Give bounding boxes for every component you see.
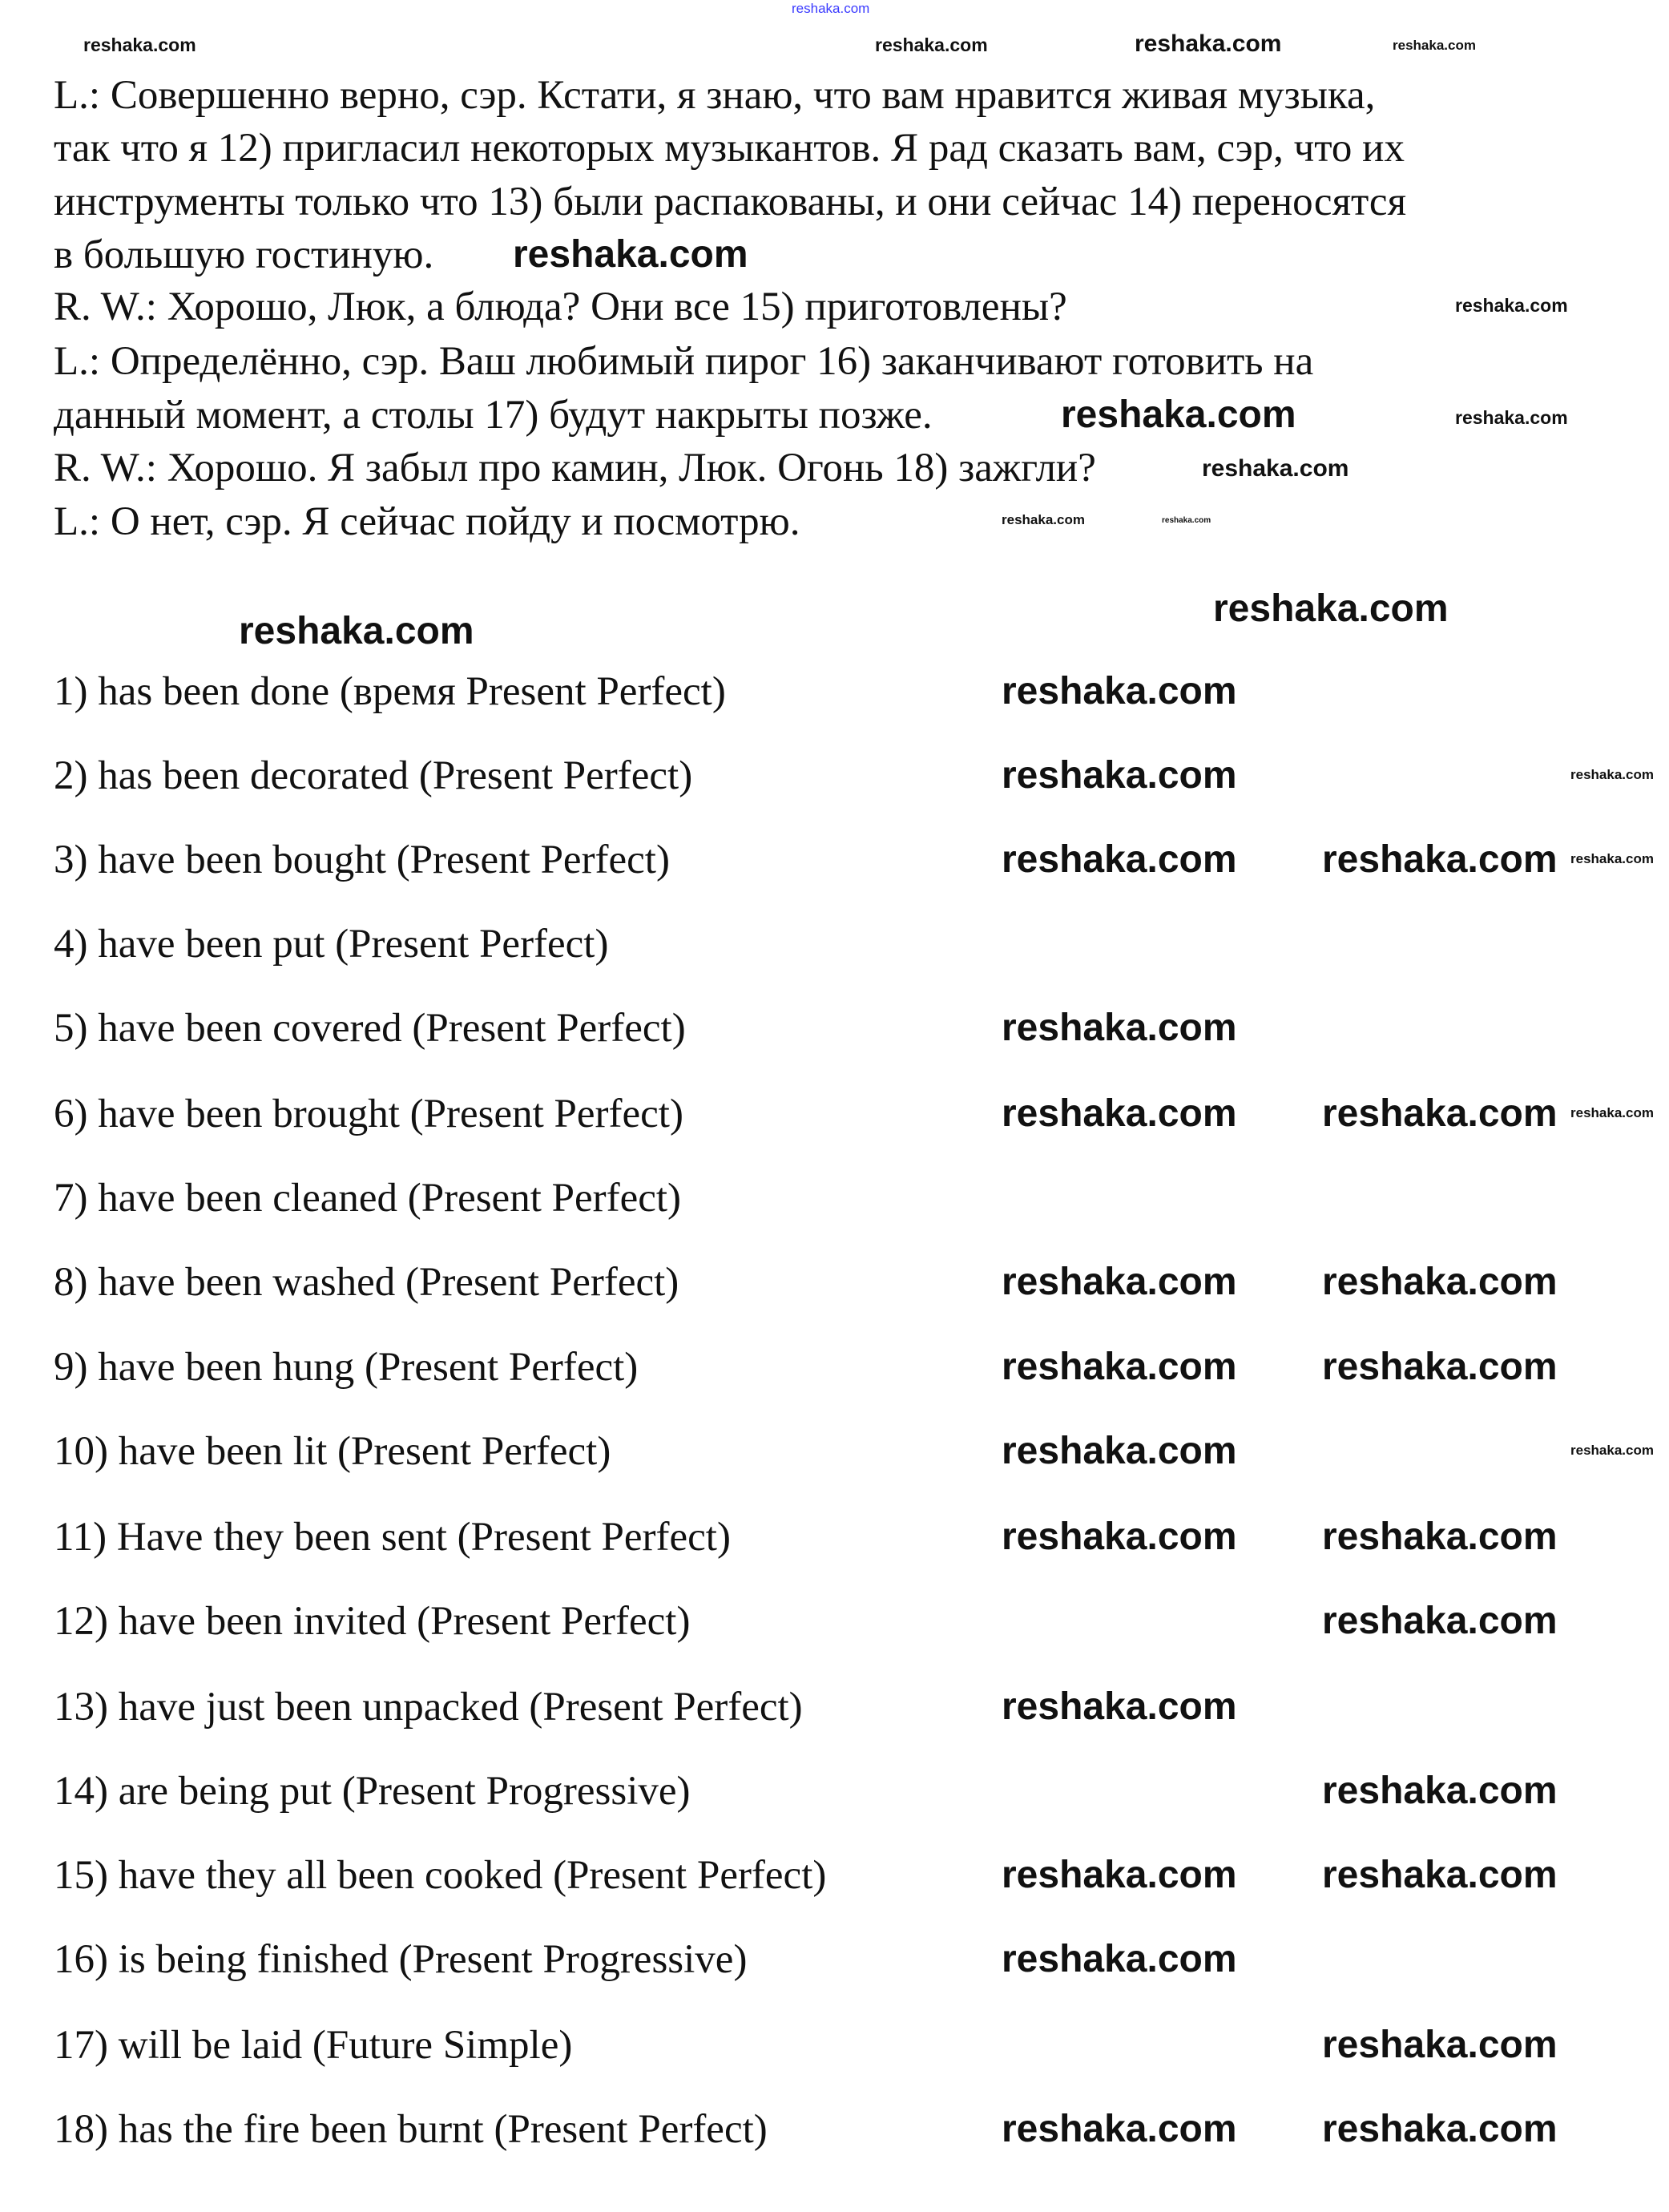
watermark: reshaka.com: [1322, 1346, 1558, 1388]
watermark: reshaka.com: [1322, 1854, 1558, 1896]
dialogue-line: так что я 12) пригласил некоторых музыкантов. Я рад сказать вам, сэр, что их: [54, 126, 1405, 171]
dialogue-line: инструменты только что 13) были распакованы, и они сейчас 14) переносятся: [54, 180, 1407, 224]
answer-item: 8) have been washed (Present Perfect): [54, 1260, 679, 1305]
watermark: reshaka.com: [513, 233, 748, 276]
watermark: reshaka.com: [1455, 407, 1568, 428]
watermark: reshaka.com: [1202, 455, 1349, 482]
answer-item: 16) is being finished (Present Progressive): [54, 1937, 748, 1982]
watermark: reshaka.com: [1322, 2108, 1558, 2150]
watermark: reshaka.com: [1002, 1685, 1237, 1728]
watermark: reshaka.com: [1570, 851, 1654, 866]
dialogue-line: L.: Совершенно верно, сэр. Кстати, я знаю, что вам нравится живая музыка,: [54, 73, 1376, 118]
watermark: reshaka.com: [1002, 1854, 1237, 1896]
watermark: reshaka.com: [1002, 1430, 1237, 1472]
watermark: reshaka.com: [1213, 587, 1449, 630]
answer-item: 1) has been done (время Present Perfect): [54, 669, 726, 714]
dialogue-line: R. W.: Хорошо. Я забыл про камин, Люк. Огонь 18) зажгли?: [54, 446, 1096, 490]
watermark: reshaka.com: [83, 34, 196, 55]
watermark: reshaka.com: [1002, 670, 1237, 712]
answer-item: 18) has the fire been burnt (Present Perfect): [54, 2107, 768, 2152]
watermark: reshaka.com: [1061, 394, 1296, 436]
watermark: reshaka.com: [1002, 1261, 1237, 1303]
answer-item: 14) are being put (Present Progressive): [54, 1769, 691, 1814]
watermark: reshaka.com: [1322, 1092, 1558, 1135]
dialogue-line: L.: О нет, сэр. Я сейчас пойду и посмотрю.: [54, 499, 800, 544]
answer-item: 13) have just been unpacked (Present Perfect): [54, 1685, 803, 1730]
watermark: reshaka.com: [239, 610, 474, 652]
watermark: reshaka.com: [1322, 1516, 1558, 1558]
watermark: reshaka.com: [1570, 767, 1654, 782]
watermark: reshaka.com: [1322, 2024, 1558, 2066]
watermark: reshaka.com: [1322, 1770, 1558, 1812]
watermark: reshaka.com: [1002, 2108, 1237, 2150]
answer-item: 15) have they all been cooked (Present Perfect): [54, 1853, 827, 1898]
watermark: reshaka.com: [1002, 1007, 1237, 1049]
watermark: reshaka.com: [875, 34, 988, 55]
answer-item: 9) have been hung (Present Perfect): [54, 1345, 639, 1390]
dialogue-line: в большую гостиную.: [54, 232, 434, 277]
watermark: reshaka.com: [1002, 1938, 1237, 1980]
answer-item: 6) have been brought (Present Perfect): [54, 1092, 683, 1136]
watermark: reshaka.com: [1002, 512, 1085, 527]
answer-item: 12) have been invited (Present Perfect): [54, 1599, 691, 1644]
watermark: reshaka.com: [1570, 1105, 1654, 1120]
answer-item: 10) have been lit (Present Perfect): [54, 1429, 611, 1474]
watermark: reshaka.com: [1002, 1092, 1237, 1135]
watermark: reshaka.com: [792, 1, 870, 16]
watermark: reshaka.com: [1002, 1346, 1237, 1388]
watermark: reshaka.com: [1322, 1600, 1558, 1642]
dialogue-line: данный момент, а столы 17) будут накрыты позже.: [54, 393, 933, 438]
answer-item: 2) has been decorated (Present Perfect): [54, 753, 693, 798]
watermark: reshaka.com: [1162, 516, 1211, 525]
watermark: reshaka.com: [1322, 838, 1558, 881]
watermark: reshaka.com: [1455, 295, 1568, 316]
answer-item: 4) have been put (Present Perfect): [54, 922, 609, 967]
answer-item: 7) have been cleaned (Present Perfect): [54, 1176, 682, 1221]
answer-item: 17) will be laid (Future Simple): [54, 2023, 573, 2068]
watermark: reshaka.com: [1002, 754, 1237, 797]
watermark: reshaka.com: [1393, 38, 1476, 53]
watermark: reshaka.com: [1002, 1516, 1237, 1558]
watermark: reshaka.com: [1002, 838, 1237, 881]
watermark: reshaka.com: [1570, 1443, 1654, 1458]
dialogue-line: L.: Определённо, сэр. Ваш любимый пирог 16) заканчивают готовить на: [54, 339, 1314, 384]
answer-item: 3) have been bought (Present Perfect): [54, 838, 670, 882]
watermark: reshaka.com: [1322, 1261, 1558, 1303]
answer-item: 11) Have they been sent (Present Perfect): [54, 1515, 731, 1560]
watermark: reshaka.com: [1135, 30, 1282, 57]
answer-item: 5) have been covered (Present Perfect): [54, 1006, 686, 1051]
dialogue-line: R. W.: Хорошо, Люк, а блюда? Они все 15) приготовлены?: [54, 285, 1067, 329]
